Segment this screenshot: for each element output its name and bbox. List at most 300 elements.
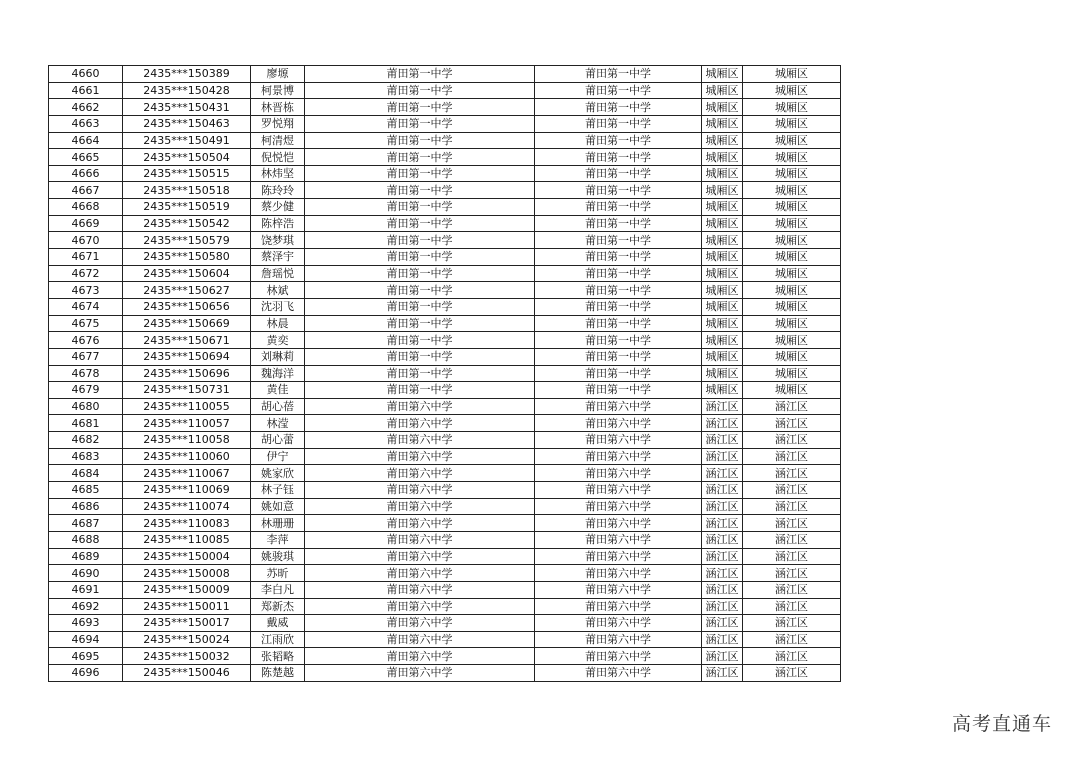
- admission-district-cell: 涵江区: [743, 565, 841, 582]
- student-name-cell: 柯景博: [251, 82, 305, 99]
- admitted-school-cell: 莆田第一中学: [535, 215, 702, 232]
- admitted-school-cell: 莆田第六中学: [535, 565, 702, 582]
- admission-district-cell: 涵江区: [743, 581, 841, 598]
- admitted-school-cell: 莆田第六中学: [535, 665, 702, 682]
- table-row: [49, 132, 841, 149]
- district-cell: 涵江区: [702, 498, 743, 515]
- table-row: [49, 66, 841, 83]
- district-cell: 城厢区: [702, 165, 743, 182]
- admitted-school-cell: 莆田第一中学: [535, 149, 702, 166]
- school-cell: 莆田第一中学: [305, 365, 535, 382]
- row-number-cell: 4676: [49, 332, 123, 349]
- exam-id-cell: 2435***110069: [123, 482, 251, 499]
- admission-district-cell: 涵江区: [743, 448, 841, 465]
- watermark-text: 高考直通车: [951, 713, 1052, 735]
- admission-district-cell: 涵江区: [743, 598, 841, 615]
- exam-id-cell: 2435***150463: [123, 115, 251, 132]
- student-name-cell: 江雨欣: [251, 631, 305, 648]
- admitted-school-cell: 莆田第一中学: [535, 365, 702, 382]
- admitted-school-cell: 莆田第一中学: [535, 348, 702, 365]
- admission-district-cell: 城厢区: [743, 348, 841, 365]
- table-row: [49, 199, 841, 216]
- exam-id-cell: 2435***150004: [123, 548, 251, 565]
- exam-id-cell: 2435***110085: [123, 531, 251, 548]
- admitted-school-cell: 莆田第六中学: [535, 465, 702, 482]
- admission-district-cell: 城厢区: [743, 382, 841, 399]
- row-number-cell: 4695: [49, 648, 123, 665]
- admitted-school-cell: 莆田第一中学: [535, 115, 702, 132]
- table-row: [49, 182, 841, 199]
- admission-district-cell: 涵江区: [743, 498, 841, 515]
- student-name-cell: 黄奕: [251, 332, 305, 349]
- student-name-cell: 林炜坚: [251, 165, 305, 182]
- school-cell: 莆田第六中学: [305, 631, 535, 648]
- admitted-school-cell: 莆田第一中学: [535, 282, 702, 299]
- roster-sheet: [48, 65, 840, 682]
- table-row: [49, 581, 841, 598]
- table-row: [49, 631, 841, 648]
- row-number-cell: 4673: [49, 282, 123, 299]
- school-cell: 莆田第一中学: [305, 382, 535, 399]
- student-name-cell: 李白凡: [251, 581, 305, 598]
- school-cell: 莆田第一中学: [305, 298, 535, 315]
- school-cell: 莆田第一中学: [305, 149, 535, 166]
- admission-district-cell: 城厢区: [743, 249, 841, 266]
- table-row: [49, 315, 841, 332]
- district-cell: 涵江区: [702, 432, 743, 449]
- student-name-cell: 詹瑶悦: [251, 265, 305, 282]
- exam-id-cell: 2435***110083: [123, 515, 251, 532]
- table-row: [49, 648, 841, 665]
- district-cell: 城厢区: [702, 298, 743, 315]
- exam-id-cell: 2435***150542: [123, 215, 251, 232]
- admission-district-cell: 城厢区: [743, 66, 841, 83]
- school-cell: 莆田第一中学: [305, 165, 535, 182]
- exam-id-cell: 2435***150579: [123, 232, 251, 249]
- student-name-cell: 沈羽飞: [251, 298, 305, 315]
- row-number-cell: 4664: [49, 132, 123, 149]
- table-row: [49, 365, 841, 382]
- school-cell: 莆田第一中学: [305, 332, 535, 349]
- admission-district-cell: 涵江区: [743, 648, 841, 665]
- district-cell: 城厢区: [702, 348, 743, 365]
- school-cell: 莆田第一中学: [305, 282, 535, 299]
- admission-district-cell: 城厢区: [743, 332, 841, 349]
- table-row: [49, 615, 841, 632]
- table-row: [49, 82, 841, 99]
- school-cell: 莆田第六中学: [305, 465, 535, 482]
- admitted-school-cell: 莆田第一中学: [535, 249, 702, 266]
- exam-id-cell: 2435***150491: [123, 132, 251, 149]
- admitted-school-cell: 莆田第六中学: [535, 398, 702, 415]
- admission-district-cell: 涵江区: [743, 615, 841, 632]
- exam-id-cell: 2435***150017: [123, 615, 251, 632]
- district-cell: 涵江区: [702, 465, 743, 482]
- school-cell: 莆田第六中学: [305, 598, 535, 615]
- row-number-cell: 4686: [49, 498, 123, 515]
- table-row: [49, 382, 841, 399]
- table-row: [49, 298, 841, 315]
- school-cell: 莆田第一中学: [305, 66, 535, 83]
- table-row: [49, 232, 841, 249]
- row-number-cell: 4663: [49, 115, 123, 132]
- exam-id-cell: 2435***150428: [123, 82, 251, 99]
- exam-id-cell: 2435***110060: [123, 448, 251, 465]
- exam-id-cell: 2435***150431: [123, 99, 251, 116]
- admitted-school-cell: 莆田第一中学: [535, 332, 702, 349]
- exam-id-cell: 2435***150046: [123, 665, 251, 682]
- row-number-cell: 4696: [49, 665, 123, 682]
- row-number-cell: 4679: [49, 382, 123, 399]
- admitted-school-cell: 莆田第六中学: [535, 631, 702, 648]
- district-cell: 涵江区: [702, 648, 743, 665]
- admission-district-cell: 城厢区: [743, 115, 841, 132]
- student-name-cell: 姚家欣: [251, 465, 305, 482]
- student-name-cell: 饶梦琪: [251, 232, 305, 249]
- exam-id-cell: 2435***150011: [123, 598, 251, 615]
- district-cell: 城厢区: [702, 232, 743, 249]
- district-cell: 城厢区: [702, 182, 743, 199]
- school-cell: 莆田第六中学: [305, 415, 535, 432]
- admission-district-cell: 城厢区: [743, 149, 841, 166]
- exam-id-cell: 2435***110055: [123, 398, 251, 415]
- student-name-cell: 郑新杰: [251, 598, 305, 615]
- admission-district-cell: 涵江区: [743, 665, 841, 682]
- district-cell: 城厢区: [702, 365, 743, 382]
- table-row: [49, 282, 841, 299]
- student-name-cell: 倪悦恺: [251, 149, 305, 166]
- row-number-cell: 4671: [49, 249, 123, 266]
- table-row: [49, 482, 841, 499]
- admitted-school-cell: 莆田第一中学: [535, 132, 702, 149]
- school-cell: 莆田第一中学: [305, 265, 535, 282]
- admitted-school-cell: 莆田第六中学: [535, 531, 702, 548]
- student-name-cell: 陈楚越: [251, 665, 305, 682]
- table-row: [49, 149, 841, 166]
- admission-district-cell: 城厢区: [743, 298, 841, 315]
- admission-district-cell: 城厢区: [743, 132, 841, 149]
- school-cell: 莆田第六中学: [305, 482, 535, 499]
- table-row: [49, 548, 841, 565]
- student-name-cell: 伊宁: [251, 448, 305, 465]
- exam-id-cell: 2435***150515: [123, 165, 251, 182]
- district-cell: 涵江区: [702, 565, 743, 582]
- school-cell: 莆田第一中学: [305, 348, 535, 365]
- admitted-school-cell: 莆田第一中学: [535, 82, 702, 99]
- table-row: [49, 265, 841, 282]
- school-cell: 莆田第一中学: [305, 182, 535, 199]
- row-number-cell: 4683: [49, 448, 123, 465]
- student-name-cell: 蔡泽宇: [251, 249, 305, 266]
- admission-district-cell: 城厢区: [743, 282, 841, 299]
- school-cell: 莆田第一中学: [305, 215, 535, 232]
- exam-id-cell: 2435***150731: [123, 382, 251, 399]
- student-name-cell: 姚骏琪: [251, 548, 305, 565]
- student-name-cell: 林子钰: [251, 482, 305, 499]
- district-cell: 城厢区: [702, 315, 743, 332]
- district-cell: 涵江区: [702, 548, 743, 565]
- district-cell: 涵江区: [702, 615, 743, 632]
- exam-id-cell: 2435***150694: [123, 348, 251, 365]
- row-number-cell: 4665: [49, 149, 123, 166]
- admission-district-cell: 城厢区: [743, 265, 841, 282]
- admission-district-cell: 涵江区: [743, 548, 841, 565]
- admission-district-cell: 城厢区: [743, 232, 841, 249]
- student-name-cell: 胡心蕾: [251, 432, 305, 449]
- admitted-school-cell: 莆田第一中学: [535, 298, 702, 315]
- roster-table: [48, 65, 841, 682]
- district-cell: 城厢区: [702, 332, 743, 349]
- admission-district-cell: 涵江区: [743, 415, 841, 432]
- district-cell: 涵江区: [702, 482, 743, 499]
- admitted-school-cell: 莆田第六中学: [535, 515, 702, 532]
- row-number-cell: 4662: [49, 99, 123, 116]
- admission-district-cell: 涵江区: [743, 432, 841, 449]
- district-cell: 涵江区: [702, 665, 743, 682]
- school-cell: 莆田第六中学: [305, 581, 535, 598]
- district-cell: 涵江区: [702, 398, 743, 415]
- table-row: [49, 398, 841, 415]
- row-number-cell: 4693: [49, 615, 123, 632]
- row-number-cell: 4680: [49, 398, 123, 415]
- school-cell: 莆田第六中学: [305, 498, 535, 515]
- district-cell: 涵江区: [702, 415, 743, 432]
- admitted-school-cell: 莆田第六中学: [535, 415, 702, 432]
- student-name-cell: 胡心蓓: [251, 398, 305, 415]
- admitted-school-cell: 莆田第一中学: [535, 382, 702, 399]
- table-row: [49, 598, 841, 615]
- district-cell: 城厢区: [702, 215, 743, 232]
- row-number-cell: 4667: [49, 182, 123, 199]
- student-name-cell: 黄佳: [251, 382, 305, 399]
- row-number-cell: 4684: [49, 465, 123, 482]
- admission-district-cell: 涵江区: [743, 531, 841, 548]
- student-name-cell: 刘琳莉: [251, 348, 305, 365]
- admission-district-cell: 涵江区: [743, 515, 841, 532]
- table-row: [49, 332, 841, 349]
- row-number-cell: 4677: [49, 348, 123, 365]
- exam-id-cell: 2435***110058: [123, 432, 251, 449]
- student-name-cell: 姚如意: [251, 498, 305, 515]
- student-name-cell: 李萍: [251, 531, 305, 548]
- student-name-cell: 林珊珊: [251, 515, 305, 532]
- district-cell: 城厢区: [702, 66, 743, 83]
- admitted-school-cell: 莆田第一中学: [535, 265, 702, 282]
- school-cell: 莆田第六中学: [305, 448, 535, 465]
- row-number-cell: 4666: [49, 165, 123, 182]
- district-cell: 城厢区: [702, 382, 743, 399]
- district-cell: 城厢区: [702, 265, 743, 282]
- student-name-cell: 蔡少健: [251, 199, 305, 216]
- school-cell: 莆田第一中学: [305, 82, 535, 99]
- school-cell: 莆田第六中学: [305, 565, 535, 582]
- exam-id-cell: 2435***150389: [123, 66, 251, 83]
- district-cell: 涵江区: [702, 598, 743, 615]
- student-name-cell: 陈玲玲: [251, 182, 305, 199]
- admission-district-cell: 涵江区: [743, 482, 841, 499]
- exam-id-cell: 2435***110057: [123, 415, 251, 432]
- student-name-cell: 林滢: [251, 415, 305, 432]
- admitted-school-cell: 莆田第一中学: [535, 66, 702, 83]
- row-number-cell: 4674: [49, 298, 123, 315]
- exam-id-cell: 2435***150656: [123, 298, 251, 315]
- row-number-cell: 4687: [49, 515, 123, 532]
- district-cell: 城厢区: [702, 249, 743, 266]
- student-name-cell: 林晨: [251, 315, 305, 332]
- admission-district-cell: 城厢区: [743, 199, 841, 216]
- district-cell: 城厢区: [702, 149, 743, 166]
- admission-district-cell: 城厢区: [743, 365, 841, 382]
- table-row: [49, 348, 841, 365]
- school-cell: 莆田第六中学: [305, 398, 535, 415]
- student-name-cell: 廖塬: [251, 66, 305, 83]
- roster-body: [49, 66, 841, 682]
- row-number-cell: 4669: [49, 215, 123, 232]
- student-name-cell: 罗悦翔: [251, 115, 305, 132]
- student-name-cell: 林斌: [251, 282, 305, 299]
- admitted-school-cell: 莆田第六中学: [535, 448, 702, 465]
- admitted-school-cell: 莆田第六中学: [535, 581, 702, 598]
- row-number-cell: 4682: [49, 432, 123, 449]
- admission-district-cell: 城厢区: [743, 182, 841, 199]
- row-number-cell: 4660: [49, 66, 123, 83]
- district-cell: 城厢区: [702, 82, 743, 99]
- exam-id-cell: 2435***150519: [123, 199, 251, 216]
- school-cell: 莆田第一中学: [305, 232, 535, 249]
- table-row: [49, 565, 841, 582]
- row-number-cell: 4694: [49, 631, 123, 648]
- district-cell: 涵江区: [702, 448, 743, 465]
- exam-id-cell: 2435***150032: [123, 648, 251, 665]
- table-row: [49, 415, 841, 432]
- school-cell: 莆田第六中学: [305, 615, 535, 632]
- admitted-school-cell: 莆田第六中学: [535, 598, 702, 615]
- admission-district-cell: 城厢区: [743, 99, 841, 116]
- table-row: [49, 215, 841, 232]
- table-row: [49, 249, 841, 266]
- admitted-school-cell: 莆田第一中学: [535, 315, 702, 332]
- row-number-cell: 4675: [49, 315, 123, 332]
- student-name-cell: 陈梓浩: [251, 215, 305, 232]
- school-cell: 莆田第一中学: [305, 99, 535, 116]
- school-cell: 莆田第六中学: [305, 548, 535, 565]
- exam-id-cell: 2435***150627: [123, 282, 251, 299]
- school-cell: 莆田第六中学: [305, 531, 535, 548]
- table-row: [49, 515, 841, 532]
- exam-id-cell: 2435***150024: [123, 631, 251, 648]
- row-number-cell: 4668: [49, 199, 123, 216]
- district-cell: 涵江区: [702, 631, 743, 648]
- admitted-school-cell: 莆田第六中学: [535, 615, 702, 632]
- row-number-cell: 4678: [49, 365, 123, 382]
- school-cell: 莆田第一中学: [305, 132, 535, 149]
- school-cell: 莆田第六中学: [305, 515, 535, 532]
- district-cell: 城厢区: [702, 99, 743, 116]
- admission-district-cell: 城厢区: [743, 315, 841, 332]
- student-name-cell: 张韬略: [251, 648, 305, 665]
- exam-id-cell: 2435***150008: [123, 565, 251, 582]
- student-name-cell: 柯清煜: [251, 132, 305, 149]
- district-cell: 涵江区: [702, 515, 743, 532]
- table-row: [49, 115, 841, 132]
- admission-district-cell: 涵江区: [743, 631, 841, 648]
- district-cell: 涵江区: [702, 581, 743, 598]
- district-cell: 城厢区: [702, 132, 743, 149]
- district-cell: 城厢区: [702, 115, 743, 132]
- row-number-cell: 4691: [49, 581, 123, 598]
- exam-id-cell: 2435***150669: [123, 315, 251, 332]
- exam-id-cell: 2435***110067: [123, 465, 251, 482]
- row-number-cell: 4689: [49, 548, 123, 565]
- row-number-cell: 4692: [49, 598, 123, 615]
- student-name-cell: 戴威: [251, 615, 305, 632]
- table-row: [49, 448, 841, 465]
- table-row: [49, 498, 841, 515]
- district-cell: 涵江区: [702, 531, 743, 548]
- admitted-school-cell: 莆田第六中学: [535, 548, 702, 565]
- table-row: [49, 665, 841, 682]
- exam-id-cell: 2435***150671: [123, 332, 251, 349]
- student-name-cell: 魏海洋: [251, 365, 305, 382]
- school-cell: 莆田第六中学: [305, 432, 535, 449]
- admitted-school-cell: 莆田第六中学: [535, 432, 702, 449]
- admitted-school-cell: 莆田第六中学: [535, 648, 702, 665]
- exam-id-cell: 2435***110074: [123, 498, 251, 515]
- admitted-school-cell: 莆田第一中学: [535, 182, 702, 199]
- exam-id-cell: 2435***150604: [123, 265, 251, 282]
- admitted-school-cell: 莆田第一中学: [535, 199, 702, 216]
- district-cell: 城厢区: [702, 282, 743, 299]
- admitted-school-cell: 莆田第六中学: [535, 482, 702, 499]
- exam-id-cell: 2435***150518: [123, 182, 251, 199]
- school-cell: 莆田第一中学: [305, 315, 535, 332]
- admitted-school-cell: 莆田第一中学: [535, 232, 702, 249]
- table-row: [49, 99, 841, 116]
- admission-district-cell: 城厢区: [743, 165, 841, 182]
- row-number-cell: 4672: [49, 265, 123, 282]
- admitted-school-cell: 莆田第六中学: [535, 498, 702, 515]
- school-cell: 莆田第六中学: [305, 648, 535, 665]
- row-number-cell: 4690: [49, 565, 123, 582]
- student-name-cell: 苏昕: [251, 565, 305, 582]
- admission-district-cell: 涵江区: [743, 465, 841, 482]
- school-cell: 莆田第一中学: [305, 199, 535, 216]
- table-row: [49, 465, 841, 482]
- school-cell: 莆田第一中学: [305, 115, 535, 132]
- admission-district-cell: 城厢区: [743, 82, 841, 99]
- school-cell: 莆田第六中学: [305, 665, 535, 682]
- exam-id-cell: 2435***150009: [123, 581, 251, 598]
- table-row: [49, 432, 841, 449]
- exam-id-cell: 2435***150580: [123, 249, 251, 266]
- row-number-cell: 4681: [49, 415, 123, 432]
- table-row: [49, 531, 841, 548]
- student-name-cell: 林晋栋: [251, 99, 305, 116]
- school-cell: 莆田第一中学: [305, 249, 535, 266]
- row-number-cell: 4670: [49, 232, 123, 249]
- admitted-school-cell: 莆田第一中学: [535, 165, 702, 182]
- admission-district-cell: 涵江区: [743, 398, 841, 415]
- row-number-cell: 4688: [49, 531, 123, 548]
- district-cell: 城厢区: [702, 199, 743, 216]
- row-number-cell: 4661: [49, 82, 123, 99]
- admitted-school-cell: 莆田第一中学: [535, 99, 702, 116]
- row-number-cell: 4685: [49, 482, 123, 499]
- exam-id-cell: 2435***150504: [123, 149, 251, 166]
- exam-id-cell: 2435***150696: [123, 365, 251, 382]
- admission-district-cell: 城厢区: [743, 215, 841, 232]
- table-row: [49, 165, 841, 182]
